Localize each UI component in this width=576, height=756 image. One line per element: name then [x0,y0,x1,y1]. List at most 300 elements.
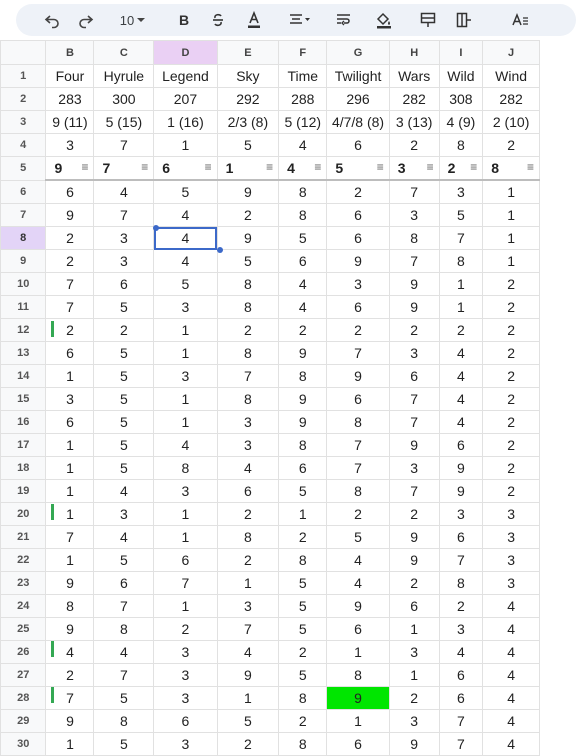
cell-c28[interactable]: 5 [94,687,154,710]
cell-h14[interactable]: 6 [389,365,439,388]
cell-i4[interactable]: 8 [439,134,483,157]
cell-d15[interactable]: 1 [154,388,217,411]
cell-f3[interactable]: 5 (12) [279,111,327,134]
cell-f1[interactable]: Time [279,65,327,88]
cell-h16[interactable]: 7 [389,411,439,434]
cell-d27[interactable]: 3 [154,664,217,687]
cell-b5[interactable] [46,157,94,181]
cell-f22[interactable]: 8 [279,549,327,572]
cell-h11[interactable]: 9 [389,296,439,319]
cell-d10[interactable]: 5 [154,273,217,296]
row-header-25[interactable]: 25 [1,618,46,641]
cell-f12[interactable]: 2 [279,319,327,342]
cell-j2[interactable]: 282 [483,88,540,111]
cell-f24[interactable]: 5 [279,595,327,618]
cell-c22[interactable]: 5 [94,549,154,572]
cell-b14[interactable]: 1 [46,365,94,388]
selection-handle[interactable] [153,225,159,231]
cell-b16[interactable]: 6 [46,411,94,434]
cell-b2[interactable]: 283 [46,88,94,111]
row-header-1[interactable]: 1 [1,65,46,88]
cell-c7[interactable]: 7 [94,204,154,227]
cell-c6[interactable]: 4 [94,180,154,204]
cell-e20[interactable]: 2 [217,503,279,526]
cell-c26[interactable]: 4 [94,641,154,664]
filter-icon[interactable]: ≡ [526,160,534,174]
cell-b23[interactable]: 9 [46,572,94,595]
cell-i10[interactable]: 1 [439,273,483,296]
cell-c15[interactable]: 5 [94,388,154,411]
cell-c3[interactable]: 5 (15) [94,111,154,134]
cell-d9[interactable]: 4 [154,250,217,273]
insert-row-icon[interactable] [414,4,442,36]
row-header-11[interactable]: 11 [1,296,46,319]
cell-j6[interactable]: 1 [483,180,540,204]
cell-g26[interactable]: 1 [327,641,389,664]
row-header-27[interactable]: 27 [1,664,46,687]
cell-e18[interactable]: 4 [217,457,279,480]
cell-e28[interactable]: 1 [217,687,279,710]
cell-i22[interactable]: 7 [439,549,483,572]
cell-h18[interactable]: 3 [389,457,439,480]
cell-c8[interactable]: 3 [94,227,154,250]
cell-i17[interactable]: 6 [439,434,483,457]
cell-h28[interactable]: 2 [389,687,439,710]
filter-icon[interactable]: ≡ [314,160,322,174]
column-header-c[interactable]: C [94,41,154,65]
cell-f21[interactable]: 2 [279,526,327,549]
cell-e25[interactable]: 7 [217,618,279,641]
row-header-15[interactable]: 15 [1,388,46,411]
cell-c4[interactable]: 7 [94,134,154,157]
cell-f25[interactable]: 5 [279,618,327,641]
row-header-30[interactable]: 30 [1,733,46,756]
cell-g12[interactable]: 2 [327,319,389,342]
cell-j20[interactable]: 3 [483,503,540,526]
cell-j3[interactable]: 2 (10) [483,111,540,134]
cell-j9[interactable]: 1 [483,250,540,273]
cell-i2[interactable]: 308 [439,88,483,111]
cell-d25[interactable]: 2 [154,618,217,641]
row-header-4[interactable]: 4 [1,134,46,157]
column-header-g[interactable]: G [327,41,389,65]
row-header-7[interactable]: 7 [1,204,46,227]
cell-j13[interactable]: 2 [483,342,540,365]
row-header-24[interactable]: 24 [1,595,46,618]
cell-e24[interactable]: 3 [217,595,279,618]
row-header-16[interactable]: 16 [1,411,46,434]
cell-i1[interactable]: Wild [439,65,483,88]
cell-b19[interactable]: 1 [46,480,94,503]
cell-i29[interactable]: 7 [439,710,483,733]
cell-f14[interactable]: 8 [279,365,327,388]
cell-b28[interactable]: 7 [46,687,94,710]
cell-b12[interactable]: 2 [46,319,94,342]
cell-g1[interactable]: Twilight [327,65,389,88]
cell-d21[interactable]: 1 [154,526,217,549]
cell-e10[interactable]: 8 [217,273,279,296]
cell-i23[interactable]: 8 [439,572,483,595]
cell-h15[interactable]: 7 [389,388,439,411]
column-header-j[interactable]: J [483,41,540,65]
row-header-29[interactable]: 29 [1,710,46,733]
cell-j17[interactable]: 2 [483,434,540,457]
cell-e7[interactable]: 2 [217,204,279,227]
cell-b20[interactable]: 1 [46,503,94,526]
cell-i28[interactable]: 6 [439,687,483,710]
cell-g18[interactable]: 7 [327,457,389,480]
row-header-14[interactable]: 14 [1,365,46,388]
cell-i6[interactable]: 3 [439,180,483,204]
wrap-icon[interactable] [330,4,358,36]
cell-i12[interactable]: 2 [439,319,483,342]
cell-j28[interactable]: 4 [483,687,540,710]
cell-c5[interactable] [94,157,154,181]
cell-d3[interactable]: 1 (16) [154,111,217,134]
cell-j4[interactable]: 2 [483,134,540,157]
cell-g23[interactable]: 4 [327,572,389,595]
cell-d26[interactable]: 3 [154,641,217,664]
row-header-3[interactable]: 3 [1,111,46,134]
filter-icon[interactable]: ≡ [470,160,478,174]
cell-j25[interactable]: 4 [483,618,540,641]
cell-j27[interactable]: 4 [483,664,540,687]
cell-h5[interactable] [389,157,439,181]
cell-i15[interactable]: 4 [439,388,483,411]
cell-h9[interactable]: 7 [389,250,439,273]
cell-j30[interactable]: 4 [483,733,540,756]
cell-c1[interactable]: Hyrule [94,65,154,88]
cell-j26[interactable]: 4 [483,641,540,664]
cell-e1[interactable]: Sky [217,65,279,88]
cell-i26[interactable]: 4 [439,641,483,664]
cell-g9[interactable]: 9 [327,250,389,273]
cell-g14[interactable]: 9 [327,365,389,388]
cell-f10[interactable]: 4 [279,273,327,296]
cell-f11[interactable]: 4 [279,296,327,319]
cell-b3[interactable]: 9 (11) [46,111,94,134]
cell-c12[interactable]: 2 [94,319,154,342]
cell-g21[interactable]: 5 [327,526,389,549]
cell-h6[interactable]: 7 [389,180,439,204]
cell-h8[interactable]: 8 [389,227,439,250]
cell-e27[interactable]: 9 [217,664,279,687]
cell-f4[interactable]: 4 [279,134,327,157]
cell-d11[interactable]: 3 [154,296,217,319]
cell-e16[interactable]: 3 [217,411,279,434]
cell-e22[interactable]: 2 [217,549,279,572]
cell-g13[interactable]: 7 [327,342,389,365]
cell-c20[interactable]: 3 [94,503,154,526]
cell-d6[interactable]: 5 [154,180,217,204]
cell-c9[interactable]: 3 [94,250,154,273]
cell-c27[interactable]: 7 [94,664,154,687]
cell-e14[interactable]: 7 [217,365,279,388]
cell-g30[interactable]: 6 [327,733,389,756]
cell-g20[interactable]: 2 [327,503,389,526]
row-header-23[interactable]: 23 [1,572,46,595]
cell-c23[interactable]: 6 [94,572,154,595]
cell-d28[interactable]: 3 [154,687,217,710]
cell-f7[interactable]: 8 [279,204,327,227]
cell-b8[interactable]: 2 [46,227,94,250]
cell-d7[interactable]: 4 [154,204,217,227]
cell-e17[interactable]: 3 [217,434,279,457]
row-header-9[interactable]: 9 [1,250,46,273]
insert-column-icon[interactable] [450,4,478,36]
cell-b9[interactable]: 2 [46,250,94,273]
cell-h1[interactable]: Wars [389,65,439,88]
selection-handle[interactable] [217,247,223,253]
cell-g5[interactable] [327,157,389,181]
column-header-i[interactable]: I [439,41,483,65]
redo-icon[interactable] [72,4,100,36]
cell-b27[interactable]: 2 [46,664,94,687]
cell-g29[interactable]: 1 [327,710,389,733]
filter-icon[interactable]: ≡ [141,160,149,174]
cell-i9[interactable]: 8 [439,250,483,273]
cell-d12[interactable]: 1 [154,319,217,342]
cell-j10[interactable]: 2 [483,273,540,296]
cell-d24[interactable]: 1 [154,595,217,618]
cell-g6[interactable]: 2 [327,180,389,204]
cell-e8[interactable]: 9 [217,227,279,250]
cell-h24[interactable]: 6 [389,595,439,618]
cell-f30[interactable]: 8 [279,733,327,756]
cell-b4[interactable]: 3 [46,134,94,157]
cell-f6[interactable]: 8 [279,180,327,204]
cell-i11[interactable]: 1 [439,296,483,319]
cell-e29[interactable]: 5 [217,710,279,733]
cell-e6[interactable]: 9 [217,180,279,204]
cell-g25[interactable]: 6 [327,618,389,641]
cell-b7[interactable]: 9 [46,204,94,227]
cell-g8[interactable]: 6 [327,227,389,250]
cell-i3[interactable]: 4 (9) [439,111,483,134]
cell-f26[interactable]: 2 [279,641,327,664]
cell-j19[interactable]: 2 [483,480,540,503]
cell-f18[interactable]: 6 [279,457,327,480]
cell-e5[interactable] [217,157,279,181]
cell-c30[interactable]: 5 [94,733,154,756]
cell-j22[interactable]: 3 [483,549,540,572]
cell-i30[interactable]: 7 [439,733,483,756]
text-format-icon[interactable] [506,4,534,36]
row-header-26[interactable]: 26 [1,641,46,664]
cell-j16[interactable]: 2 [483,411,540,434]
row-header-20[interactable]: 20 [1,503,46,526]
cell-h17[interactable]: 9 [389,434,439,457]
cell-i19[interactable]: 9 [439,480,483,503]
cell-j23[interactable]: 3 [483,572,540,595]
cell-b21[interactable]: 7 [46,526,94,549]
cell-g17[interactable]: 7 [327,434,389,457]
cell-e12[interactable]: 2 [217,319,279,342]
cell-i7[interactable]: 5 [439,204,483,227]
cell-d5[interactable] [154,157,217,181]
cell-h26[interactable]: 3 [389,641,439,664]
cell-e23[interactable]: 1 [217,572,279,595]
cell-d17[interactable]: 4 [154,434,217,457]
cell-g28[interactable]: 9 [327,687,389,710]
cell-c29[interactable]: 8 [94,710,154,733]
cell-c24[interactable]: 7 [94,595,154,618]
cell-f28[interactable]: 8 [279,687,327,710]
cell-d13[interactable]: 1 [154,342,217,365]
cell-j8[interactable]: 1 [483,227,540,250]
cell-c21[interactable]: 4 [94,526,154,549]
cell-f29[interactable]: 2 [279,710,327,733]
cell-f27[interactable]: 5 [279,664,327,687]
row-header-6[interactable]: 6 [1,180,46,204]
cell-g15[interactable]: 6 [327,388,389,411]
cell-h25[interactable]: 1 [389,618,439,641]
cell-h2[interactable]: 282 [389,88,439,111]
column-header-h[interactable]: H [389,41,439,65]
cell-i24[interactable]: 2 [439,595,483,618]
cell-i16[interactable]: 4 [439,411,483,434]
row-header-13[interactable]: 13 [1,342,46,365]
cell-e2[interactable]: 292 [217,88,279,111]
column-header-d[interactable]: D [154,41,217,65]
cell-j21[interactable]: 3 [483,526,540,549]
cell-c11[interactable]: 5 [94,296,154,319]
cell-b30[interactable]: 1 [46,733,94,756]
cell-g4[interactable]: 6 [327,134,389,157]
cell-d19[interactable]: 3 [154,480,217,503]
cell-e30[interactable]: 2 [217,733,279,756]
align-icon[interactable] [284,4,316,36]
cell-g7[interactable]: 6 [327,204,389,227]
cell-g10[interactable]: 3 [327,273,389,296]
cell-f15[interactable]: 9 [279,388,327,411]
cell-f20[interactable]: 1 [279,503,327,526]
cell-g11[interactable]: 6 [327,296,389,319]
cell-e13[interactable]: 8 [217,342,279,365]
column-header-f[interactable]: F [279,41,327,65]
select-all-corner[interactable] [1,41,46,65]
row-header-10[interactable]: 10 [1,273,46,296]
cell-h23[interactable]: 2 [389,572,439,595]
cell-c18[interactable]: 5 [94,457,154,480]
row-header-18[interactable]: 18 [1,457,46,480]
cell-f19[interactable]: 5 [279,480,327,503]
cell-b18[interactable]: 1 [46,457,94,480]
column-header-b[interactable]: B [46,41,94,65]
cell-g24[interactable]: 9 [327,595,389,618]
cell-j11[interactable]: 2 [483,296,540,319]
cell-b13[interactable]: 6 [46,342,94,365]
cell-c14[interactable]: 5 [94,365,154,388]
cell-e11[interactable]: 8 [217,296,279,319]
cell-f16[interactable]: 9 [279,411,327,434]
cell-f2[interactable]: 288 [279,88,327,111]
text-color-icon[interactable] [240,4,268,36]
cell-j15[interactable]: 2 [483,388,540,411]
cell-i18[interactable]: 9 [439,457,483,480]
cell-g3[interactable]: 4/7/8 (8) [327,111,389,134]
cell-j1[interactable]: Wind [483,65,540,88]
cell-b6[interactable]: 6 [46,180,94,204]
filter-icon[interactable]: ≡ [376,160,384,174]
cell-d14[interactable]: 3 [154,365,217,388]
cell-i14[interactable]: 4 [439,365,483,388]
cell-j12[interactable]: 2 [483,319,540,342]
cell-b1[interactable]: Four [46,65,94,88]
cell-j14[interactable]: 2 [483,365,540,388]
row-header-21[interactable]: 21 [1,526,46,549]
cell-e21[interactable]: 8 [217,526,279,549]
cell-h21[interactable]: 9 [389,526,439,549]
cell-h4[interactable]: 2 [389,134,439,157]
cell-g2[interactable]: 296 [327,88,389,111]
cell-j7[interactable]: 1 [483,204,540,227]
cell-c10[interactable]: 6 [94,273,154,296]
cell-h10[interactable]: 9 [389,273,439,296]
cell-b11[interactable]: 7 [46,296,94,319]
cell-c25[interactable]: 8 [94,618,154,641]
cell-b26[interactable]: 4 [46,641,94,664]
cell-b15[interactable]: 3 [46,388,94,411]
cell-e4[interactable]: 5 [217,134,279,157]
cell-b17[interactable]: 1 [46,434,94,457]
cell-d2[interactable]: 207 [154,88,217,111]
row-header-22[interactable]: 22 [1,549,46,572]
cell-c17[interactable]: 5 [94,434,154,457]
cell-d16[interactable]: 1 [154,411,217,434]
cell-h7[interactable]: 3 [389,204,439,227]
cell-i8[interactable]: 7 [439,227,483,250]
cell-f17[interactable]: 8 [279,434,327,457]
cell-e26[interactable]: 4 [217,641,279,664]
row-header-2[interactable]: 2 [1,88,46,111]
filter-icon[interactable]: ≡ [426,160,434,174]
cell-i20[interactable]: 3 [439,503,483,526]
cell-e15[interactable]: 8 [217,388,279,411]
bold-icon[interactable] [170,4,198,36]
cell-i13[interactable]: 4 [439,342,483,365]
cell-d1[interactable]: Legend [154,65,217,88]
cell-j5[interactable] [483,157,540,181]
cell-g16[interactable]: 8 [327,411,389,434]
filter-icon[interactable]: ≡ [81,160,89,174]
cell-e3[interactable]: 2/3 (8) [217,111,279,134]
cell-d23[interactable]: 7 [154,572,217,595]
cell-c16[interactable]: 5 [94,411,154,434]
cell-d30[interactable]: 3 [154,733,217,756]
filter-icon[interactable]: ≡ [204,160,212,174]
cell-b24[interactable]: 8 [46,595,94,618]
cell-j18[interactable]: 2 [483,457,540,480]
filter-icon[interactable]: ≡ [266,160,274,174]
cell-d8[interactable]: 4 [154,227,217,250]
cell-d4[interactable]: 1 [154,134,217,157]
font-size-dropdown[interactable] [110,4,158,36]
cell-f9[interactable]: 6 [279,250,327,273]
row-header-8[interactable]: 8 [1,227,46,250]
cell-b22[interactable]: 1 [46,549,94,572]
cell-d22[interactable]: 6 [154,549,217,572]
strikethrough-icon[interactable] [204,4,232,36]
cell-b29[interactable]: 9 [46,710,94,733]
cell-b25[interactable]: 9 [46,618,94,641]
cell-e19[interactable]: 6 [217,480,279,503]
cell-f13[interactable]: 9 [279,342,327,365]
row-header-17[interactable]: 17 [1,434,46,457]
cell-h27[interactable]: 1 [389,664,439,687]
cell-f23[interactable]: 5 [279,572,327,595]
cell-h20[interactable]: 2 [389,503,439,526]
